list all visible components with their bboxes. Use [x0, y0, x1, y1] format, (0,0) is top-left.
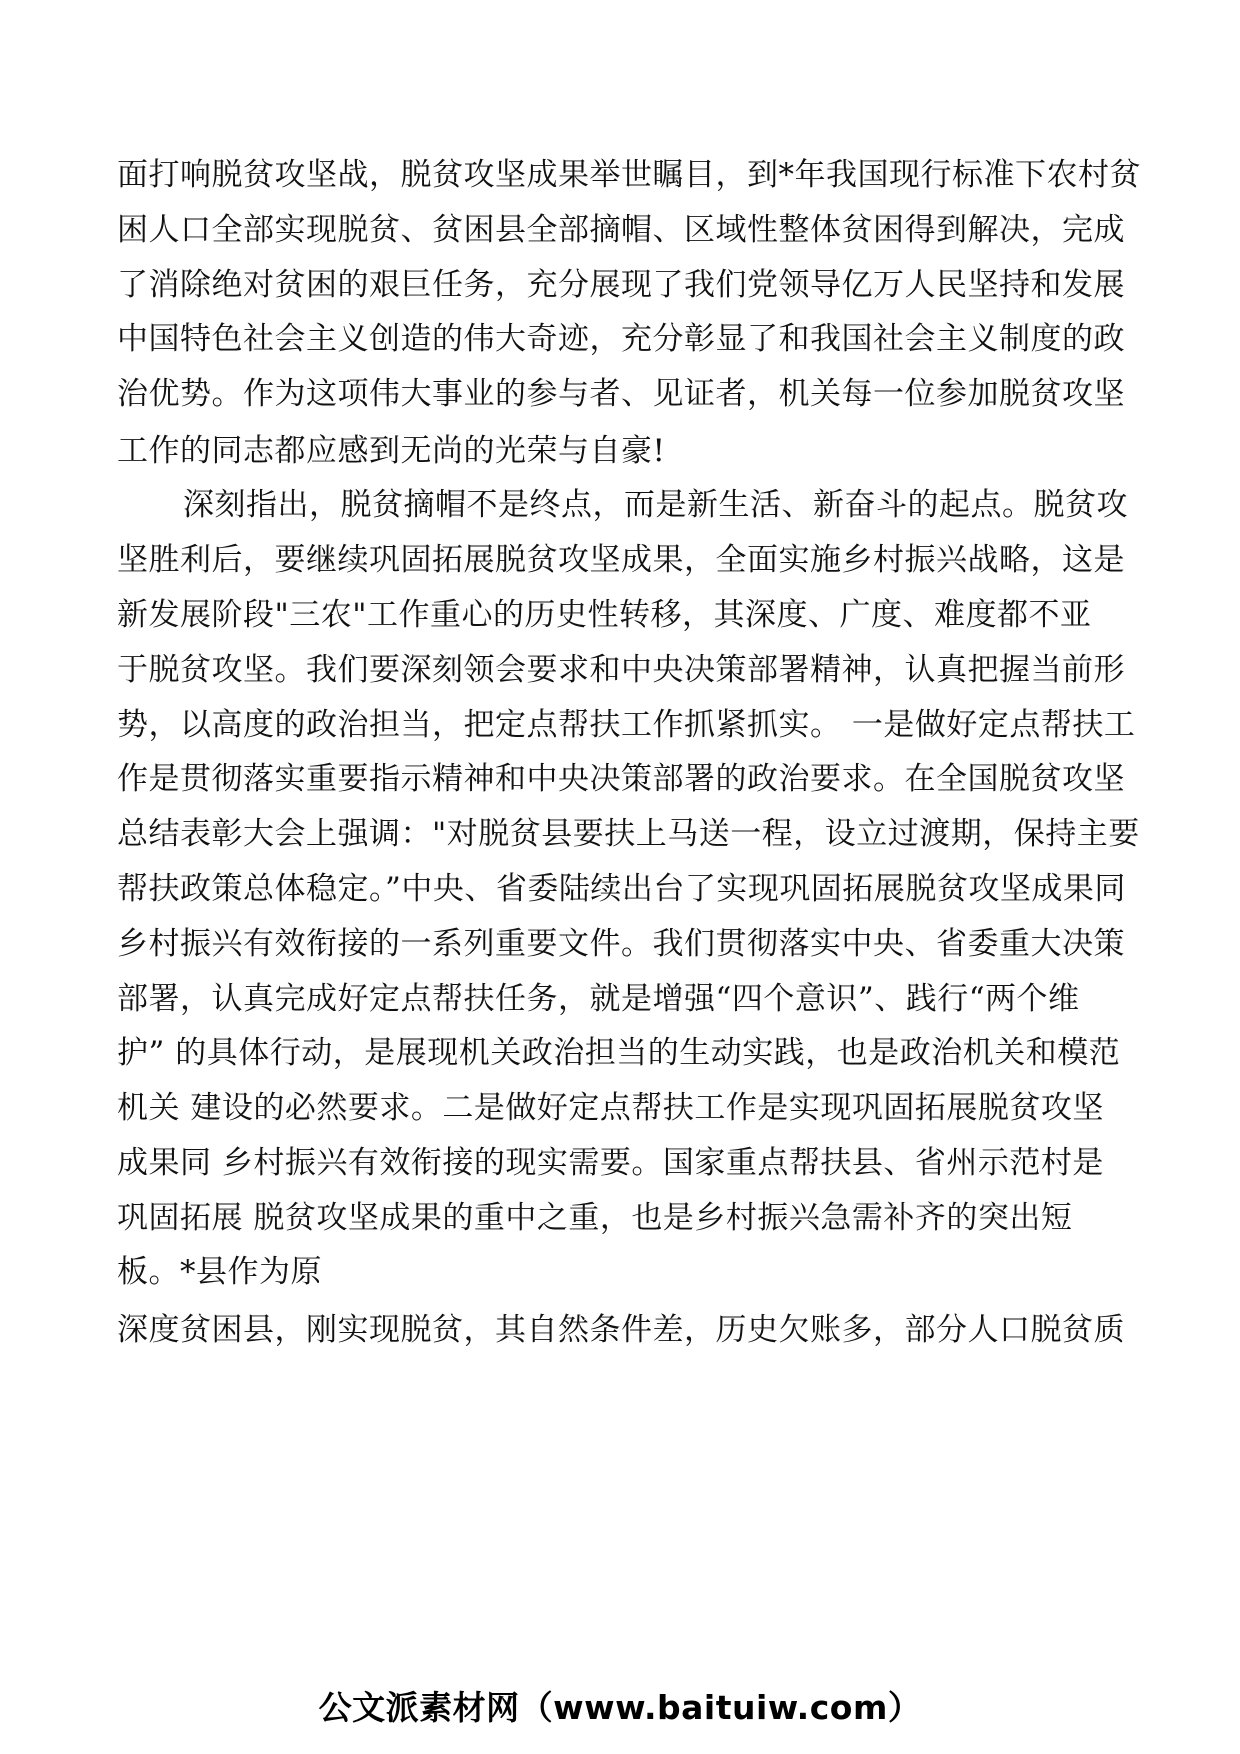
- text-line: 乡村振兴有效衔接的一系列重要文件。我们贯彻落实中央、省委重大决策: [117, 926, 1125, 962]
- text-line: 板。*县作为原: [117, 1254, 322, 1290]
- text-line: 坚胜利后，要继续巩固拓展脱贫攻坚成果，全面实施乡村振兴战略，这是: [117, 542, 1125, 578]
- text-line: 部署，认真完成好定点帮扶任务，就是增强“四个意识”、践行“两个维: [117, 981, 1080, 1017]
- text-line: 机关 建设的必然要求。二是做好定点帮扶工作是实现巩固拓展脱贫攻坚: [117, 1090, 1104, 1126]
- text-line: 巩固拓展 脱贫攻坚成果的重中之重，也是乡村振兴急需补齐的突出短: [117, 1200, 1073, 1236]
- text-line: 面打响脱贫攻坚战，脱贫攻坚成果举世瞩目，到*年我国现行标准下农村贫: [117, 157, 1141, 193]
- text-line: 深刻指出，脱贫摘帽不是终点，而是新生活、新奋斗的起点。脱贫攻: [183, 487, 1128, 523]
- text-line: 势，以高度的政治担当，把定点帮扶工作抓紧抓实。 一是做好定点帮扶工: [117, 707, 1136, 743]
- text-line: 了消除绝对贫困的艰巨任务，充分展现了我们党领导亿万人民坚持和发展: [117, 267, 1125, 303]
- text-line: 新发展阶段"三农"工作重心的历史性转移，其深度、广度、难度都不亚: [117, 597, 1092, 633]
- text-line: 深度贫困县，刚实现脱贫，其自然条件差，历史欠账多，部分人口脱贫质: [117, 1312, 1125, 1348]
- text-line: 中国特色社会主义创造的伟大奇迹，充分彰显了和我国社会主义制度的政: [117, 321, 1125, 357]
- footer-source-credit: 公文派素材网（www.baituiw.com）: [318, 1688, 922, 1727]
- text-line: 困人口全部实现脱贫、贫困县全部摘帽、区域性整体贫困得到解决，完成: [117, 212, 1125, 248]
- text-line: 总结表彰大会上强调："对脱贫县要扶上马送一程，设立过渡期，保持主要: [117, 816, 1140, 852]
- text-line: 作是贯彻落实重要指示精神和中央决策部署的政治要求。在全国脱贫攻坚: [117, 761, 1125, 797]
- text-line: 护” 的具体行动，是展现机关政治担当的生动实践，也是政治机关和模范: [117, 1035, 1121, 1071]
- text-line: 工作的同志都应感到无尚的光荣与自豪!: [117, 433, 666, 469]
- text-line: 于脱贫攻坚。我们要深刻领会要求和中央决策部署精神，认真把握当前形: [117, 652, 1125, 688]
- text-line: 帮扶政策总体稳定。”中央、省委陆续出台了实现巩固拓展脱贫攻坚成果同: [117, 871, 1126, 907]
- text-line: 治优势。作为这项伟大事业的参与者、见证者，机关每一位参加脱贫攻坚: [117, 376, 1125, 412]
- text-line: 成果同 乡村振兴有效衔接的现实需要。国家重点帮扶县、省州示范村是: [117, 1145, 1104, 1181]
